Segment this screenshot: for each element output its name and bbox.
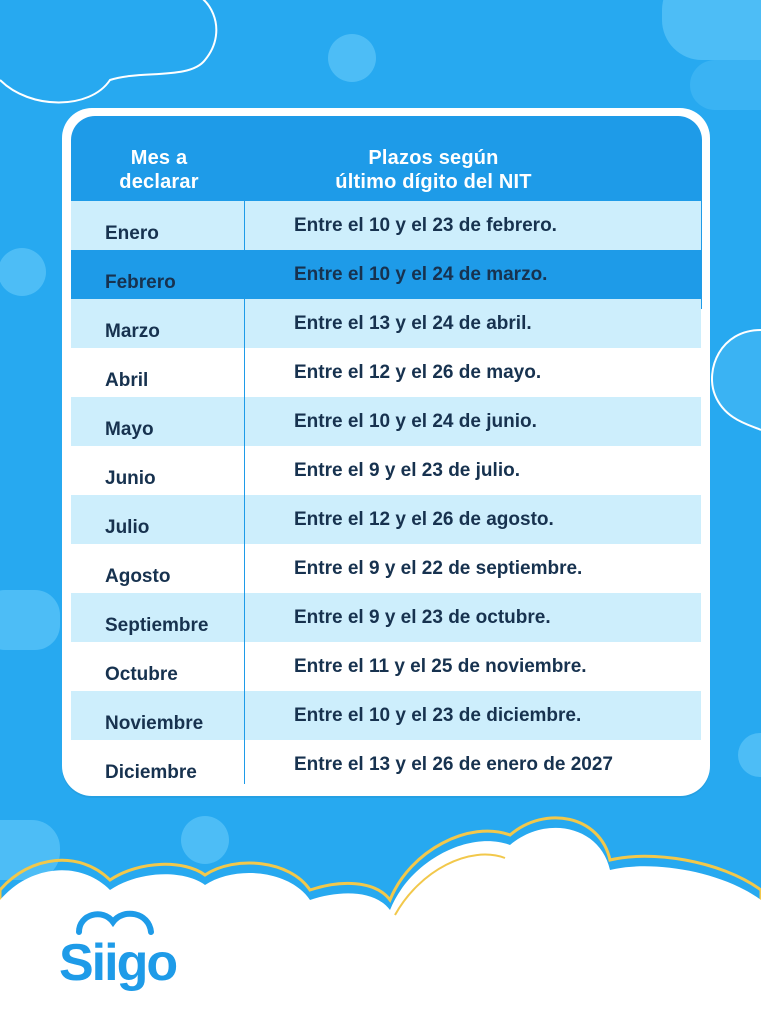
row-month: Marzo [105,321,160,342]
row-deadline: Entre el 10 y el 24 de marzo. [294,264,548,285]
row-deadline: Entre el 9 y el 22 de septiembre. [294,558,583,579]
row-deadline: Entre el 13 y el 24 de abril. [294,313,532,334]
table-row [71,201,701,250]
table-row [71,348,701,397]
table-row [71,250,701,299]
table-row [71,593,701,642]
row-month: Mayo [105,419,154,440]
table-row [71,544,701,593]
cloud-outline-right [712,330,761,430]
row-deadline: Entre el 9 y el 23 de julio. [294,460,520,481]
blob-decoration [0,820,60,880]
logo-wordmark: Siigo [59,934,177,992]
bubble-decoration [738,733,761,777]
row-deadline: Entre el 10 y el 23 de diciembre. [294,705,582,726]
table-row [71,397,701,446]
row-month: Agosto [105,566,171,587]
bubble-decoration [328,34,376,82]
row-deadline: Entre el 12 y el 26 de agosto. [294,509,554,530]
logo-cloud-shape [79,914,151,932]
table-row [71,740,701,789]
table-row [71,446,701,495]
blob-decoration [662,0,761,60]
row-month: Febrero [105,272,176,293]
column-divider [244,118,245,784]
table-row [71,299,701,348]
blob-decoration [0,590,60,650]
row-deadline: Entre el 10 y el 23 de febrero. [294,215,557,236]
row-month: Abril [105,370,149,391]
row-deadline: Entre el 10 y el 24 de junio. [294,411,537,432]
row-month: Enero [105,223,159,244]
row-month: Septiembre [105,615,209,636]
header-deadline: Plazos según último dígito del NIT [335,147,532,193]
row-deadline: Entre el 13 y el 26 de enero de 2027 [294,754,613,775]
cloud-logo-icon [57,902,197,992]
row-month: Julio [105,517,150,538]
row-month: Noviembre [105,713,204,734]
row-month: Octubre [105,664,178,685]
row-deadline: Entre el 12 y el 26 de mayo. [294,362,542,383]
blob-decoration [690,60,761,110]
cloud-outline-top-left [0,0,216,103]
row-month: Diciembre [105,762,197,783]
row-deadline: Entre el 9 y el 23 de octubre. [294,607,551,628]
table-body [71,201,701,789]
table-row [71,691,701,740]
row-deadline: Entre el 11 y el 25 de noviembre. [294,656,587,677]
table-row [71,495,701,544]
table-row [71,642,701,691]
bubble-decoration [181,816,229,864]
bubble-decoration [0,248,46,296]
header-month: Mes a declarar [119,147,199,193]
row-month: Junio [105,468,156,489]
